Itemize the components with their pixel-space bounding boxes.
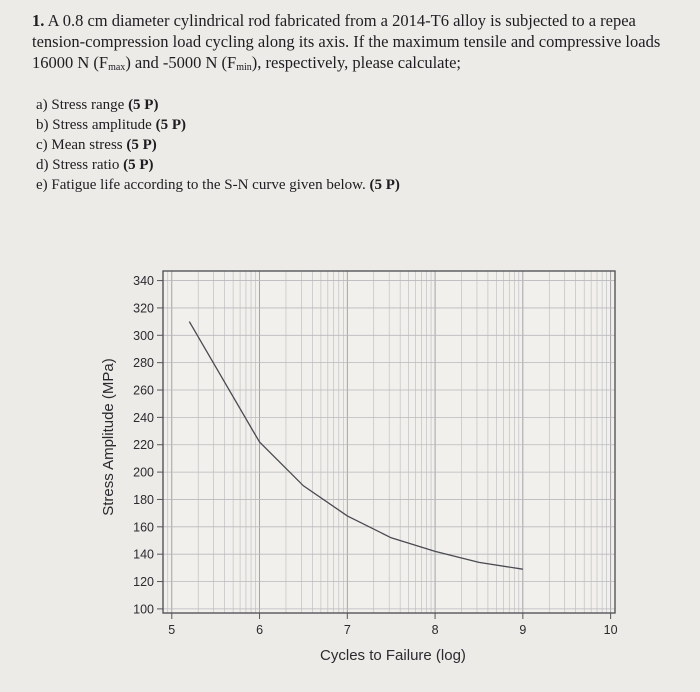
y-tick-label: 160 <box>133 520 154 535</box>
x-tick-label: 7 <box>343 623 351 637</box>
y-tick-label: 140 <box>133 547 154 562</box>
question-item-a: a) Stress range (5 P) <box>36 97 159 113</box>
y-tick-label: 300 <box>133 328 154 343</box>
question-item-d: d) Stress ratio (5 P) <box>36 157 154 173</box>
fmin-subscript: min <box>236 62 252 73</box>
problem-line-3: 16000 N $(F_{max})$ and -5000 N $(F_{min})$, respectively, please calculate; <box>32 53 461 73</box>
fmax-subscript: max <box>108 62 126 73</box>
y-tick-label: 180 <box>133 492 154 507</box>
y-tick-label: 320 <box>133 301 154 316</box>
question-item-e: e) Fatigue life according to the S-N curve given below. (5 P) <box>36 177 400 193</box>
question-item-c: c) Mean stress (5 P) <box>36 137 157 153</box>
y-tick-label: 280 <box>133 356 154 371</box>
x-tick-label: 5 <box>168 623 176 637</box>
y-tick-label: 120 <box>133 575 154 590</box>
y-tick-label: 260 <box>133 383 154 398</box>
y-tick-label: 100 <box>133 602 154 617</box>
problem-number: 1. <box>32 11 45 30</box>
problem-line-2: tension-compression load cycling along its axis. If the maximum tensile and compressive loads <box>32 32 661 51</box>
x-tick-label: 9 <box>519 623 527 637</box>
x-tick-label: 6 <box>256 623 264 637</box>
problem-line-1: 1. A 0.8 cm diameter cylindrical rod fabricated from a 2014-T6 alloy is subjected to a repea <box>32 11 636 30</box>
y-tick-label: 220 <box>133 438 154 453</box>
y-tick-label: 240 <box>133 410 154 425</box>
y-tick-label: 340 <box>133 274 154 289</box>
x-tick-label: 8 <box>431 623 439 637</box>
x-axis-label: Cycles to Failure (log) <box>320 647 466 664</box>
question-item-b: b) Stress amplitude (5 P) <box>36 117 186 133</box>
y-tick-label: 200 <box>133 465 154 480</box>
x-tick-label: 10 <box>603 623 618 637</box>
y-axis-label: Stress Amplitude (MPa) <box>100 358 117 516</box>
